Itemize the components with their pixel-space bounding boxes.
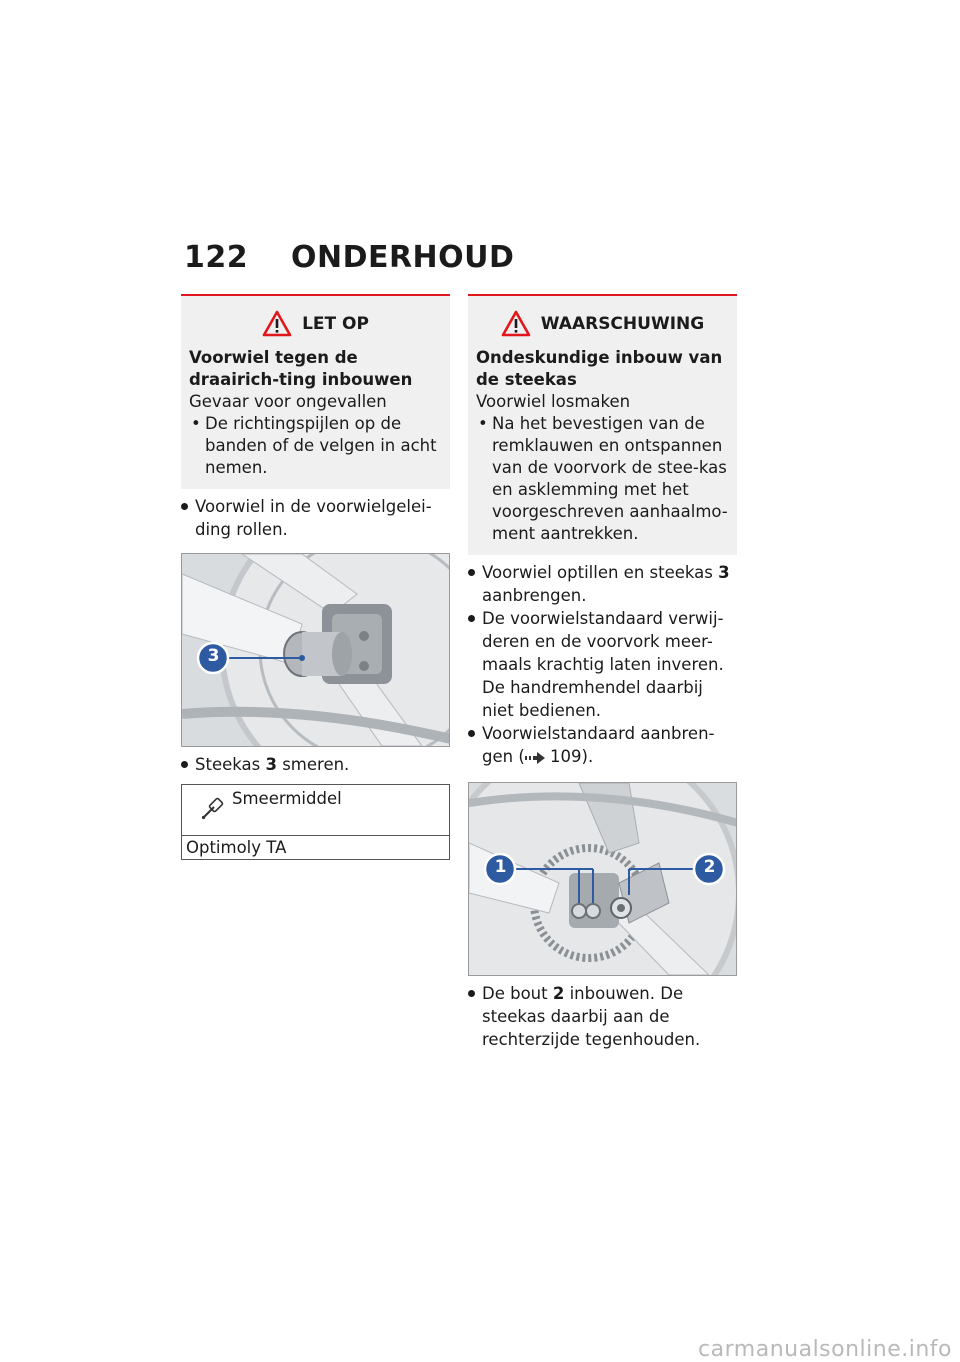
callout-3: 3	[207, 646, 220, 666]
warning-triangle-icon	[501, 310, 531, 337]
page-header	[184, 240, 514, 275]
warning-bullet: • Na het bevestigen van de remklauwen en ontspannen van de voorvork de stee-kas en asklemming met het voorgeschreven aanhaalmo-ment aantrekken.	[476, 413, 729, 545]
wheel-bolt-illustration	[469, 783, 737, 975]
callout-2: 2	[703, 857, 716, 877]
page-reference: 109	[550, 747, 582, 766]
step-install-bolt: De bout 2 inbouwen. De steekas daarbij aan de rechterzijde tegenhouden.	[468, 982, 737, 1051]
lubricant-table	[181, 784, 450, 860]
caution-heading: Voorwiel tegen de draairich-ting inbouwen	[189, 348, 413, 389]
lubricant-value: Optimoly TA	[186, 838, 287, 857]
chapter-title: ONDERHOUD	[290, 240, 515, 275]
warning-title: WAARSCHUWING	[540, 313, 705, 334]
page-number: 122	[184, 240, 249, 275]
step-lubricate-axle: Steekas 3 smeren.	[181, 753, 450, 776]
warning-heading: Ondeskundige inbouw van de steekas	[476, 348, 723, 389]
step-install-stand: Voorwielstandaard aanbren-gen ( 109).	[468, 722, 737, 768]
figure-axle-left	[181, 553, 450, 747]
right-column	[468, 294, 737, 1051]
lubricant-icon	[200, 795, 226, 821]
warning-notice	[468, 294, 737, 555]
caution-title: LET OP	[302, 313, 369, 334]
step-lift-wheel: Voorwiel optillen en steekas 3 aanbrengen.	[468, 561, 737, 607]
wheel-axle-illustration	[182, 554, 450, 746]
figure-axle-right	[468, 782, 737, 976]
watermark: carmanualsonline.info	[698, 1337, 952, 1362]
step-remove-stand: De voorwielstandaard verwij-deren en de voorvork meer-maals krachtig laten inveren. De handremhendel daarbij niet bedienen.	[468, 607, 737, 722]
warning-triangle-icon	[262, 310, 292, 337]
lubricant-label: Smeermiddel	[232, 789, 342, 808]
step-roll-wheel: Voorwiel in de voorwielgelei-ding rollen.	[181, 495, 450, 541]
caution-bullet: • De richtingspijlen op de banden of de velgen in acht nemen.	[189, 413, 442, 479]
caution-hazard: Gevaar voor ongevallen	[189, 392, 387, 411]
left-column	[181, 294, 450, 860]
callout-1: 1	[494, 857, 507, 877]
warning-hazard: Voorwiel losmaken	[476, 392, 631, 411]
page-reference-arrow-icon	[525, 752, 545, 764]
caution-notice	[181, 294, 450, 489]
